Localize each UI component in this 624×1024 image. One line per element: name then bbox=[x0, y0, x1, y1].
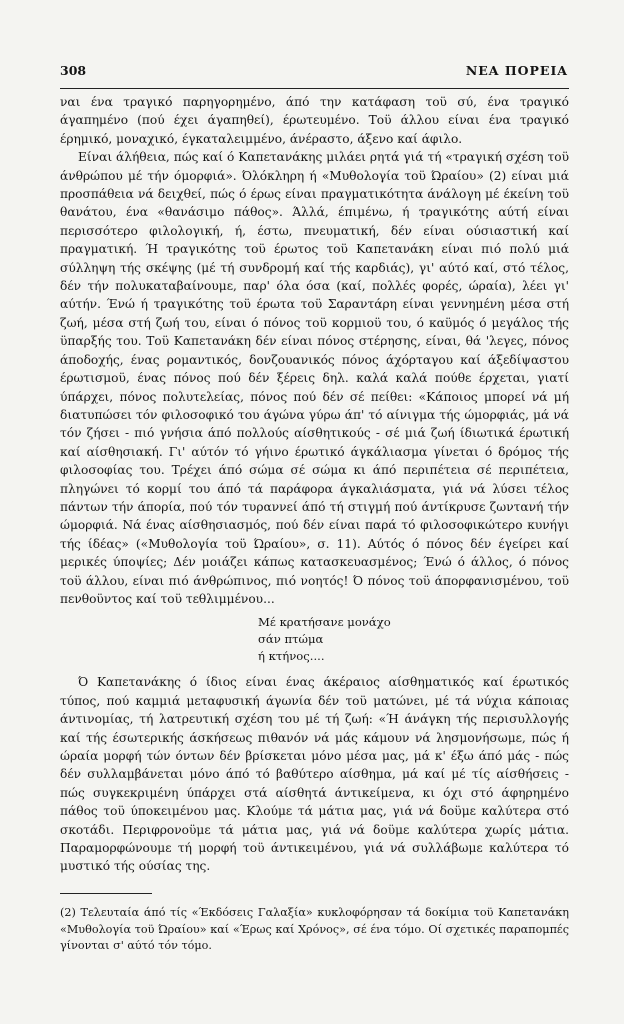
poem-line-3: ή κτήνος.... bbox=[258, 649, 325, 664]
poem-line-1: Μέ κρατήσανε μονάχο bbox=[258, 615, 391, 630]
page-number: 308 bbox=[60, 63, 87, 78]
main-text bbox=[60, 93, 569, 876]
paragraph-2: Είναι άλήθεια, πώς καί ό Καπετανάκης μιλάει ρητά γιά τή «τραγική σχέση τοϋ άνθρώπου μέ τήν όμορφιά». Όλόκληρη ή «Μυθολογία τοϋ Ώραίου» (2) είναι μιά προσπάθεια νά δειχθεί, πώς ό έρως είναι πραγματικότητα άνάλογη μέ έκείνη τοϋ θανάτου, ένα «θανάσιμο πάθος». Άλλά, έπιμένω, ή τραγικότης αύτή είναι περισσότερο φιλολογική, ή, έστω, πνευματική, δέν είναι ούσιαστική καί πραγματική. Ή τραγικότης τοϋ έρωτος τοϋ Καπετανάκη είναι πιό πολύ μιά σύλληψη τής σκέψης (μέ τή συνδρομή καί τής καρδιάς), γι' αύτό καί, στό τέλος, δέν τήν πολυκαταβαίνουμε, παρ' όλα όσα (καί, πολλές φορές, ώραία), λέει γι' αύτήν. Ένώ ή τραγικότης τοϋ έρωτα τοϋ Σαραντάρη είναι γεννημένη μέσα στή ζωή, μέσα στή ζωή του, είναι ό πόνος τοϋ κορμιοϋ του, ό καϋμός ό μεγάλος τής ϋπαρξής του. Τοϋ Καπετανάκη δέν είναι πόνος στέρησης, είναι, θά 'λεγες, πόνος άποδοχής, ένας ρομαντικός, δονζουανικός πόνος άχόρταγου καί άξεδίψαστου έρωτισμοϋ, ένας πόνος πού δέν ξέρεις δηλ. καλά καλά πούθε έρχεται, γιατί ύπάρχει, πόνος πολυτελείας, πόνος πού δέν σέ πείθει: «Κάποιος μπορεί νά μή διατυπώσει τόν φιλοσοφικό του άγώνα γύρω άπ' τό αίνιγμα τής ώμορφιάς, μά νά τόν ζήσει - πιό γνήσια άπό πολλούς αίσθητικούς - σέ μιά ζωή ίδιωτικά έρωτική καί αίσθησιακή. Γι' αύτόν τό γήινο έρωτικό άγκάλιασμα γίνεται ό δρόμος τής φιλοσοφίας του. Τρέχει άπό σώμα σέ σώμα κι άπό περιπέτεια σέ περιπέτεια, πληγώνει τό κορμί του άπό τά παράφορα άγκαλιάσματα, γιά νά λύσει τέλος πάντων τήν άπορία, πού τόν τυραννεί άπό τή στιγμή πού άντίκρυσε ζωντανή τήν ώμορφιά. Νά ένας αίσθησιασμός, πού δέν είναι παρά τό φιλοσοφικώτερο κυνήγι τής ίδέας» («Μυθολογία τοϋ Ώραίου», σ. 11). Αύτός ό πόνος δέν έγείρει καί μερικές ύποψίες; Δέν μοιάζει κάπως κατασκευασμένος; Ένώ ό άλλος, ό πόνος τοϋ άλλου, είναι πιό άνθρώπινος, πιό νοητός! Ό πόνος τοϋ άπορφανισμένου, τοϋ πενθοϋντος καί τοϋ τεθλιμμένου... bbox=[60, 150, 569, 606]
footnote-rule bbox=[60, 893, 152, 894]
paragraph-1: ναι ένα τραγικό παρηγορημένο, άπό την κατάφαση τοϋ σύ, ένα τραγικό άγαπημένο (πού έχει άγαπηθεί), έρωτευμένο. Τοϋ άλλου είναι ένα τραγικό έρημικό, μοναχικό, έγκαταλειμμένο, άνέραστο, άξενο καί άφιλο. bbox=[60, 95, 569, 146]
footnote bbox=[60, 905, 569, 955]
poem-quote bbox=[60, 614, 569, 665]
header-rule bbox=[60, 88, 569, 89]
footnote-text: (2) Τελευταία άπό τίς «Έκδόσεις Γαλαξία» κυκλοφόρησαν τά δοκίμια τοϋ Καπετανάκη «Μυθολογία τοϋ Ώραίου» καί «Έρως καί Χρόνος», σέ ένα τόμο. Οί σχετικές παραπομπές γίνονται σ' αύτό τόν τόμο. bbox=[60, 906, 569, 952]
poem-line-2: σάν πτώμα bbox=[258, 632, 324, 647]
running-title: ΝΕΑ ΠΟΡΕΙΑ bbox=[465, 63, 568, 78]
paragraph-3: Ό Καπετανάκης ό ίδιος είναι ένας άκέραιος αίσθηματικός καί έρωτικός τύπος, πού καμμιά μεταφυσική άγωνία δέν τοϋ ματώνει, μέ τά νύχια κάποιας άντινομίας, τή λατρευτική σχέση του μέ τή ζωή: «Ή άνάγκη τής περισυλλογής καί τής έσωτερικής άσκήσεως πιθανόν νά μάς κάμουν νά λησμονήσωμε, πώς ή ώραία μορφή τών όντων δέν βρίσκεται μόνο μέσα μας, μά κ' έξω άπό μάς - πώς δέν συλλαμβάνεται μόνο άπό τό βαθύτερο αίσθημα, μά καί μέ τίς αίσθήσεις - πώς συγκεκριμένη ύπάρχει στά αίσθητά άντικείμενα, κι όχι στό άφηρημένο πάθος τοϋ ύποκειμένου μας. Κλούμε τά μάτια μας, γιά νά δοϋμε καλύτερα στό σκοτάδι. Περιφρονοϋμε τά μάτια μας, γιά νά δοϋμε καλύτερα χωρίς μάτια. Παραμορφώνουμε τή μορφή τοϋ άντικειμένου, γιά νά συλλάβωμε καλύτερα τό μυστικό τής ούσίας της. bbox=[60, 675, 569, 874]
page-header bbox=[60, 63, 568, 83]
